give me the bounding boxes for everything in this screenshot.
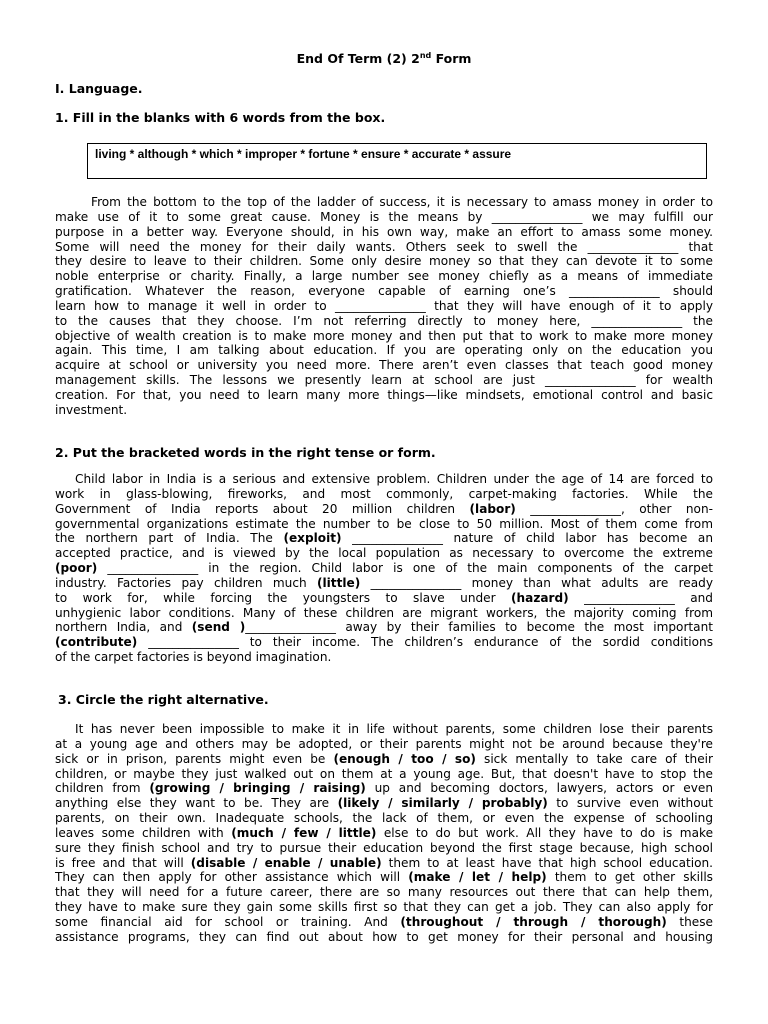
q3-line: sure they finish school and try to pursue their education beyond the first stage because, high school — [55, 840, 713, 855]
q3-line: that they will need for a future career, there are so many resources out there that can help them, — [55, 885, 713, 900]
q3-line: some financial aid for school or training. And (throughout / through / thorough) these — [55, 914, 713, 929]
title-superscript: nd — [419, 51, 432, 60]
q2-line: Government of India reports about 20 million children (labor) _______________, other non- — [55, 501, 713, 516]
alternatives: (likely / similarly / probably) — [337, 796, 548, 811]
q3-line: sick or in prison, parents might even be (enough / too / so) sick mentally to take care of their — [55, 751, 713, 766]
bracketed-word: (contribute) — [55, 635, 138, 650]
q2-line: Child labor in India is a serious and extensive problem. Children under the age of 14 are forced to — [75, 472, 713, 486]
section-language-heading: I. Language. — [55, 81, 143, 96]
q2-line: governmental organizations estimate the number to be close to 50 million. Most of them come from — [55, 516, 713, 531]
q1-line: creation. For that, you need to learn many more things—like mindsets, emotional control and basic — [55, 387, 713, 402]
alternatives: (growing / bringing / raising) — [149, 781, 366, 796]
alternatives: (make / let / help) — [408, 870, 547, 885]
q3-line: leaves some children with (much / few / little) else to do but work. All they have to do is make — [55, 825, 714, 840]
q1-line: they desire to leave to their children. Some only desire money so that they can devote it to some — [55, 254, 713, 269]
q3-line: at a young age and others may be adopted, or their parents might not be around because they're — [55, 736, 713, 751]
q3-line: assistance programs, they can find out about how to get money for their personal and housing — [55, 929, 713, 944]
q3-heading: 3. Circle the right alternative. — [58, 692, 269, 707]
q1-line: learn how to manage it well in order to _______________ that they will have enough of it to apply — [55, 298, 713, 313]
q2-line: (contribute) _______________ to their income. The children’s endurance of the sordid conditions — [55, 635, 713, 650]
q3-line: children from (growing / bringing / raising) up and becoming doctors, lawyers, actors or even — [55, 781, 714, 796]
q1-line: objective of wealth creation is to make more money and then put that to work to make more money — [55, 328, 713, 343]
q2-line: unhygienic labor conditions. Many of these children are migrant workers, the majority coming from — [55, 605, 713, 620]
q3-line: they have to make sure they gain some skills first so that they can get a job. They can also apply for — [55, 900, 713, 915]
bracketed-word: (send ) — [191, 620, 246, 635]
q3-line: anything else they want to be. They are (likely / similarly / probably) to survive even without — [55, 796, 713, 811]
q3-line: is free and that will (disable / enable / unable) them to at least have that high school education. — [55, 855, 713, 870]
q1-line: investment. — [55, 402, 128, 417]
q1-line: Some will need the money for their daily wants. Others seek to swell the _______________ that — [55, 239, 713, 254]
alternatives: (throughout / through / thorough) — [400, 914, 667, 929]
q2-line: accepted practice, and is viewed by the local population as necessary to overcome the extreme — [55, 546, 713, 561]
q1-line: again. This time, I am talking about education. If you are operating only on the education you — [55, 343, 713, 358]
q2-line: to work for, while forcing the youngsters to slave under (hazard) _______________ and — [55, 590, 713, 605]
q3-line: children, or maybe they just walked out on them at a young age. But, that doesn't have to stop the — [55, 766, 713, 781]
q3-line: It has never been impossible to make it in life without parents, some children lose their parents — [75, 722, 713, 736]
bracketed-word: (little) — [316, 575, 361, 590]
q1-line: acquire at school or university you need more. There aren’t even classes that teach good money — [55, 358, 713, 373]
alternatives: (enough / too / so) — [333, 751, 476, 766]
q1-line: make use of it to some great cause. Money is the means by _______________ we may fulfill our — [55, 209, 713, 224]
q3-paragraph — [55, 722, 713, 945]
alternatives: (much / few / little) — [231, 825, 377, 840]
title-text: End Of Term (2) 2 — [296, 51, 420, 67]
bracketed-word: (exploit) — [283, 531, 342, 546]
q2-line: (poor) _______________ in the region. Child labor is one of the main components of the carpet — [55, 561, 713, 576]
q2-line: work in glass-blowing, fireworks, and most commonly, carpet-making factories. While the — [55, 486, 713, 501]
q2-heading: 2. Put the bracketed words in the right tense or form. — [55, 445, 436, 460]
q2-line: industry. Factories pay children much (little) _______________ money than what adults are ready — [55, 575, 713, 590]
q1-heading: 1. Fill in the blanks with 6 words from the box. — [55, 110, 386, 125]
q1-line: to the causes that they choose. I’m not referring directly to money here, _______________ the — [55, 313, 713, 328]
title-tail: Form — [431, 51, 472, 67]
alternatives: (disable / enable / unable) — [190, 855, 382, 870]
bracketed-word: (hazard) — [511, 590, 569, 605]
q2-line: northern India, and (send )_______________ away by their families to become the most important — [55, 620, 713, 635]
word-box: living * although * which * improper * fortune * ensure * accurate * assure — [87, 143, 707, 179]
q2-paragraph — [55, 472, 713, 665]
q1-line: From the bottom to the top of the ladder of success, it is necessary to amass money in order to — [91, 195, 713, 209]
q1-paragraph — [55, 195, 713, 418]
bracketed-word: (labor) — [469, 501, 516, 516]
bracketed-word: (poor) — [55, 561, 98, 576]
q2-line: the northern part of India. The (exploit) _______________ nature of child labor has become an — [55, 531, 713, 546]
page-title — [0, 51, 768, 66]
q3-line: They can then apply for other assistance which will (make / let / help) them to get other skills — [55, 870, 713, 885]
q1-line: purpose in a better way. Everyone should, in his own way, make an effort to amass some money. — [55, 224, 713, 239]
q2-line: of the carpet factories is beyond imagination. — [55, 650, 332, 665]
q1-line: gratification. Whatever the reason, everyone capable of earning one’s _______________ should — [55, 284, 713, 299]
q3-line: parents, on their own. Inadequate schools, the lack of them, or even the expense of schooling — [55, 811, 713, 826]
q1-line: noble enterprise or charity. Finally, a large number see money chiefly as a means of immediate — [55, 269, 713, 284]
q1-line: management skills. The lessons we presently learn at school are just _______________ for wealth — [55, 373, 713, 388]
